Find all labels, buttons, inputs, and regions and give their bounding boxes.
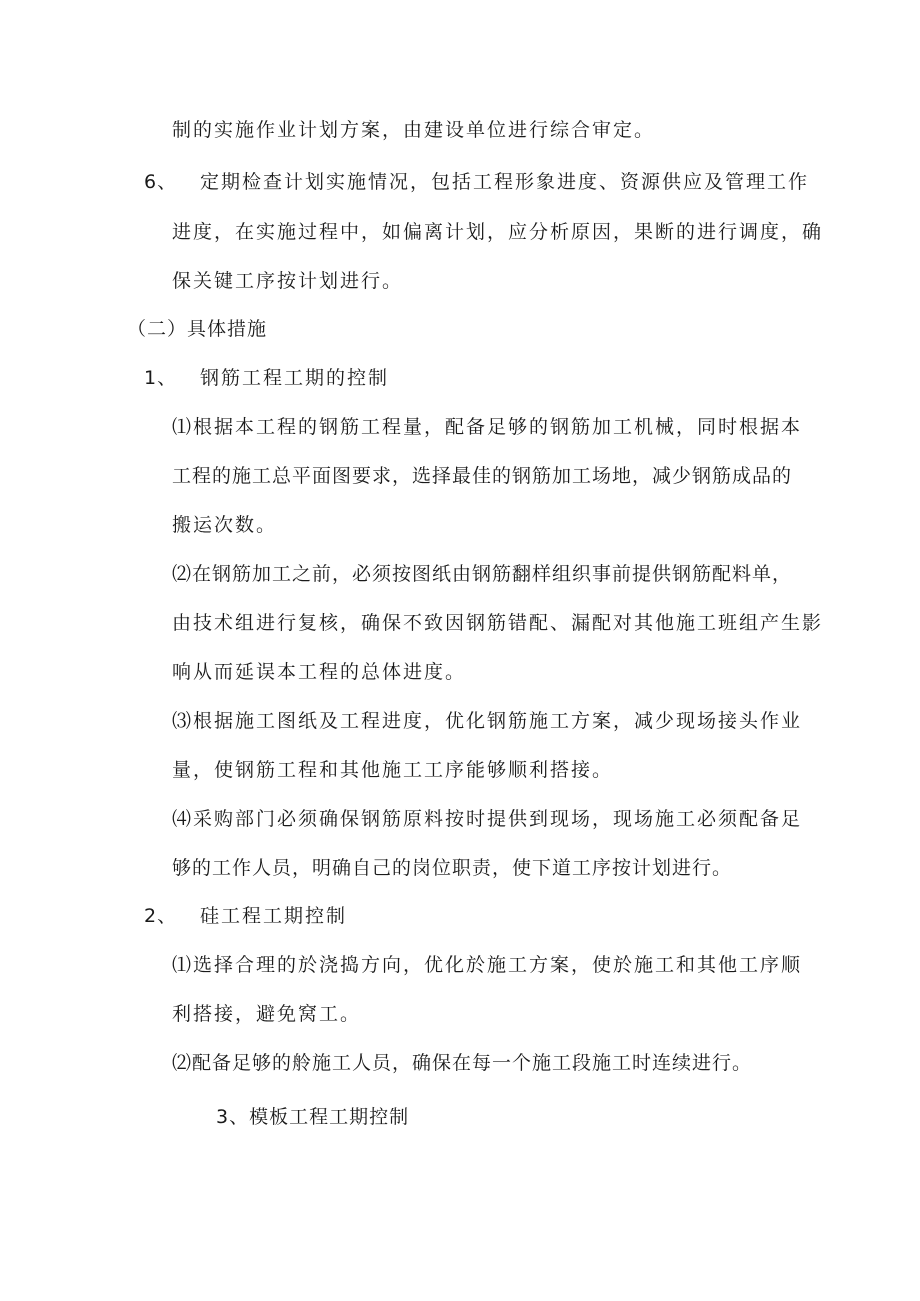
text-line: 制的实施作业计划方案，由建设单位进行综合审定。 <box>172 119 656 141</box>
text-line: 够的工作人员，明确自己的岗位职责，使下道工序按计划进行。 <box>172 857 733 879</box>
text-line: ⑴根据本工程的钢筋工程量，配备足够的钢筋加工机械，同时根据本 <box>172 416 803 438</box>
text-line: ⑵配备足够的舲施工人员，确保在每一个施工段施工时连续进行。 <box>172 1052 753 1074</box>
text-line: 工程的施工总平面图要求，选择最佳的钢筋加工场地，减少钢筋成品的 <box>172 465 793 487</box>
list-number: 1、 <box>144 367 178 389</box>
text-line: 响从而延误本工程的总体进度。 <box>172 661 467 683</box>
text-line: 定期检查计划实施情况，包括工程形象进度、资源供应及管理工作 <box>200 171 810 193</box>
text-line: 利搭接，避免窝工。 <box>172 1003 362 1025</box>
text-line: 搬运次数。 <box>172 514 278 536</box>
subsection-heading: 钢筋工程工期的控制 <box>200 367 390 389</box>
text-line: 量，使钢筋工程和其他施工工序能够顺利搭接。 <box>172 759 614 781</box>
text-line: ⑷采购部门必须确保钢筋原料按时提供到现场，现场施工必须配备足 <box>172 808 803 830</box>
section-heading: （二）具体措施 <box>127 318 268 340</box>
list-number: 2、 <box>144 905 178 927</box>
subsection-heading: 硅工程工期控制 <box>200 905 348 927</box>
text-line: 保关键工序按计划进行。 <box>172 270 404 292</box>
text-line: ⑶根据施工图纸及工程进度，优化钢筋施工方案，减少现场接头作业 <box>172 710 803 732</box>
text-line: ⑵在钢筋加工之前，必须按图纸由钢筋翻样组织事前提供钢筋配料单， <box>172 563 793 585</box>
text-line: 进度，在实施过程中，如偏离计划，应分析原因，果断的进行调度，确 <box>172 221 824 243</box>
subsection-heading: 3、模板工程工期控制 <box>216 1106 410 1128</box>
text-line: 由技术组进行复核，确保不致因钢筋错配、漏配对其他施工班组产生影 <box>172 612 824 634</box>
list-number: 6、 <box>144 171 178 193</box>
text-line: ⑴选择合理的於浇捣方向，优化於施工方案，使於施工和其他工序顺 <box>172 954 803 976</box>
